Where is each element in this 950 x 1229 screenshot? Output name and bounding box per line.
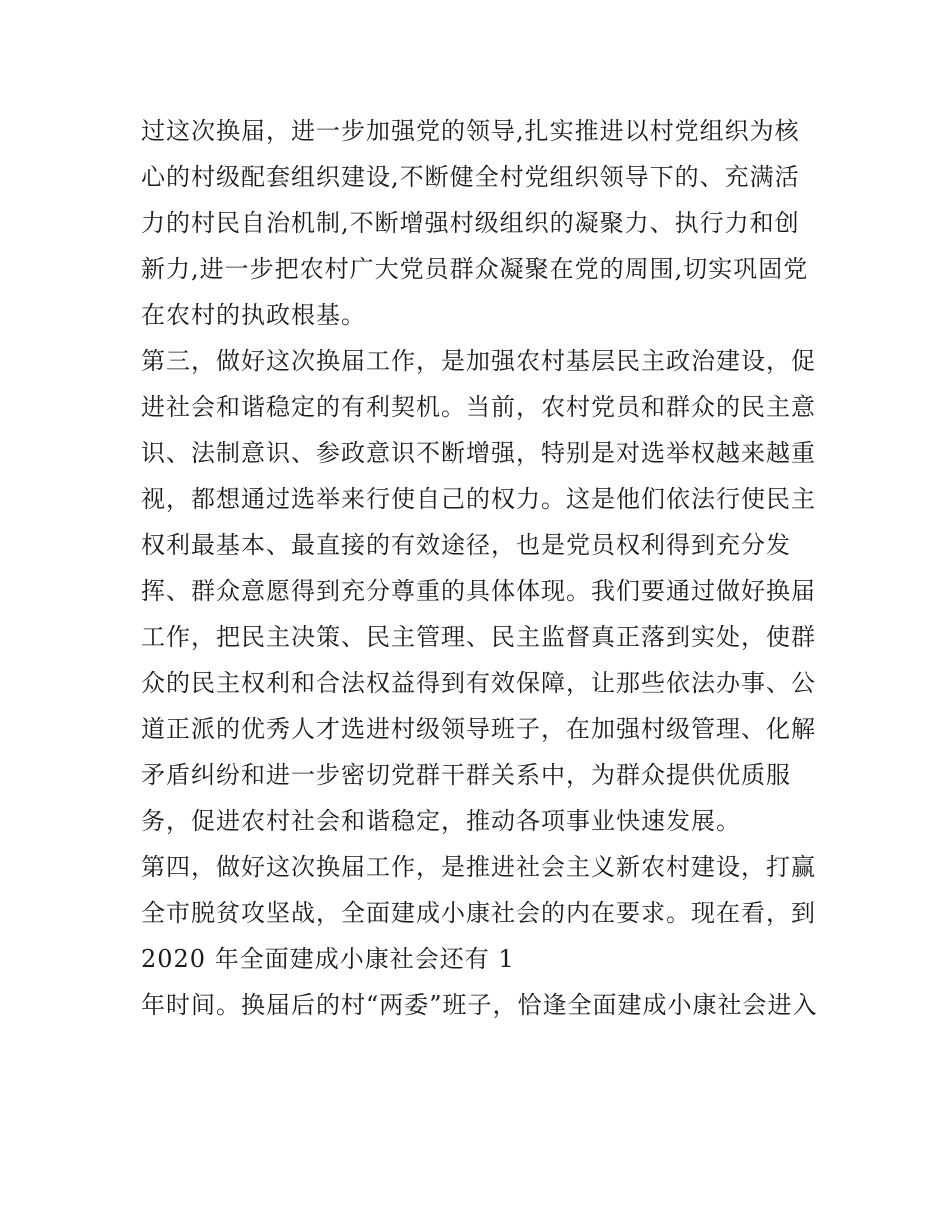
text-line: 过这次换届，进一步加强党的领导,扎实推进以村党组织为核 — [141, 117, 800, 145]
text-line: 权利最基本、最直接的有效途径，也是党员权利得到充分发 — [141, 531, 791, 559]
text-line: 新力,进一步把农村广大党员群众凝聚在党的周围,切实巩固党 — [141, 255, 809, 283]
text-line: 第三，做好这次换届工作，是加强农村基层民主政治建设，促 — [141, 347, 816, 375]
text-line: 工作，把民主决策、民主管理、民主监督真正落到实处，使群 — [141, 623, 816, 651]
text-line: 识、法制意识、参政意识不断增强，特别是对选举权越来越重 — [141, 439, 816, 467]
text-line: 年时间。换届后的村“两委”班子，恰逢全面建成小康社会进入 — [141, 991, 818, 1019]
text-line: 道正派的优秀人才选进村级领导班子，在加强村级管理、化解 — [141, 715, 816, 743]
text-line: 挥、群众意愿得到充分尊重的具体体现。我们要通过做好换届 — [141, 577, 816, 605]
text-line: 视，都想通过选举来行使自己的权力。这是他们依法行使民主 — [141, 485, 816, 513]
body-text — [141, 108, 821, 1028]
text-line: 全市脱贫攻坚战，全面建成小康社会的内在要求。现在看，到 — [141, 899, 816, 927]
text-line: 务，促进农村社会和谐稳定，推动各项事业快速发展。 — [141, 807, 741, 835]
text-line: 进社会和谐稳定的有利契机。当前，农村党员和群众的民主意 — [141, 393, 816, 421]
text-line: 众的民主权利和合法权益得到有效保障，让那些依法办事、公 — [141, 669, 816, 697]
text-line: 2020 年全面建成小康社会还有 1 — [141, 945, 515, 973]
text-line: 矛盾纠纷和进一步密切党群干群关系中，为群众提供优质服 — [141, 761, 791, 789]
text-line: 第四，做好这次换届工作，是推进社会主义新农村建设，打赢 — [141, 853, 816, 881]
text-line: 力的村民自治机制,不断增强村级组织的凝聚力、执行力和创 — [141, 209, 800, 237]
text-line: 在农村的执政根基。 — [141, 301, 366, 329]
text-line: 心的村级配套组织建设,不断健全村党组织领导下的、充满活 — [141, 163, 800, 191]
